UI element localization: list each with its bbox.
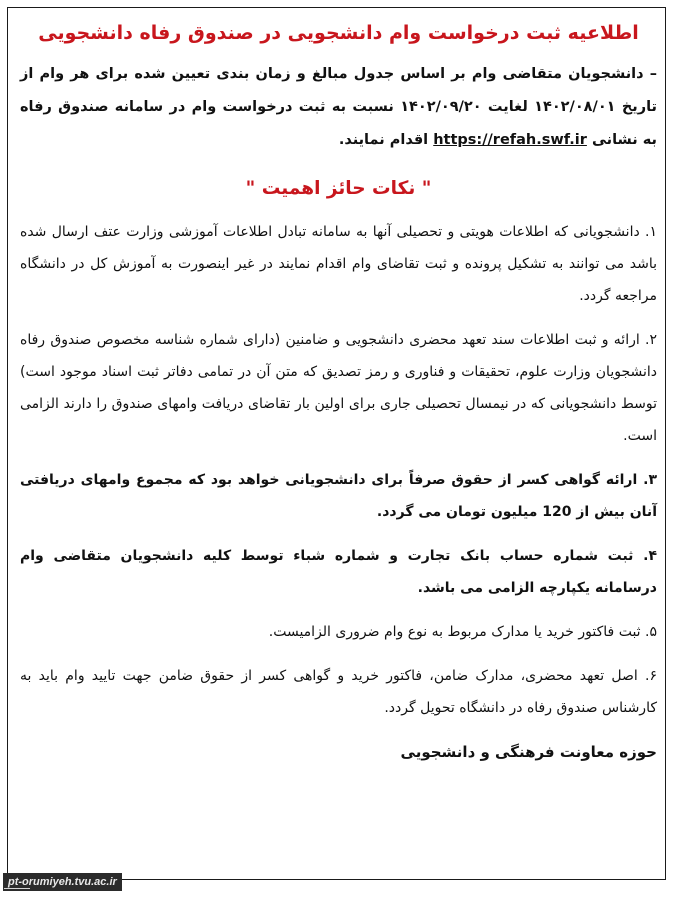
notice-title: اطلاعیه ثبت درخواست وام دانشجویی در صندوق رفاه دانشجویی: [38, 22, 639, 44]
note-item-1: ۱. دانشجویانی که اطلاعات هویتی و تحصیلی آنها به سامانه تبادل اطلاعات آموزشی وزارت عتف ارسال شده باشد می توانند به تشکیل پرونده و ثبت تقاضای وام اقدام نمایند در غیر اینصورت به آموزش کل در دانشگاه مراجعه گردد.: [20, 223, 657, 304]
note-item-3: ۳. ارائه گواهی کسر از حقوق صرفاً برای دانشجویانی خواهد بود که مجموع وامهای دریافتی آنان بیش از 120 میلیون تومان می گردد.: [20, 471, 657, 520]
intro-end: اقدام نمایند.: [338, 132, 429, 148]
note-item-4: ۴. ثبت شماره حساب بانک تجارت و شماره شباء توسط کلیه دانشجویان متقاضی وام درسامانه یکپارچه الزامی می باشد.: [20, 547, 657, 596]
note-item-2: ۲. ارائه و ثبت اطلاعات سند تعهد محضری دانشجویی و ضامنین (دارای شماره شناسه مخصوص صندوق رفاه دانشجویان وزارت علوم، تحقیقات و فناوری و رمز تصدیق که متن آن در تمامی دفاتر ثبت اسناد موجود است) توسط دانشجویانی که در نیمسال تحصیلی جاری برای اولین بار تقاضای دریافت وامهای صندوق را دارند الزامی است.: [20, 331, 657, 444]
refah-link[interactable]: https://refah.swf.ir: [433, 132, 587, 148]
important-notes-heading: " نکات حائز اهمیت ": [245, 177, 432, 199]
site-watermark-tag: pt-orumiyeh.tvu.ac.ir: [3, 873, 122, 891]
signature: حوزه معاونت فرهنگی و دانشجویی: [400, 742, 657, 761]
intro-text: – دانشجویان متقاضی وام بر اساس جدول مبالغ و زمان بندی تعیین شده برای هر وام از تاریخ ۱۴۰۲/۰۸/۰۱ لغایت ۱۴۰۲/۰۹/۲۰ نسبت به ثبت درخواست وام در سامانه صندوق رفاه به نشانی: [20, 66, 657, 148]
notice-intro: [20, 58, 657, 157]
notice-content: [20, 16, 657, 768]
corner-mark: [4, 888, 30, 900]
note-item-6: ۶. اصل تعهد محضری، مدارک ضامن، فاکتور خرید و گواهی کسر از حقوق ضامن جهت تایید وام باید به کارشناس صندوق رفاه در دانشگاه تحویل گردد.: [20, 667, 657, 716]
note-item-5: ۵. ثبت فاکتور خرید یا مدارک مربوط به نوع وام ضروری الزامیست.: [268, 623, 657, 640]
